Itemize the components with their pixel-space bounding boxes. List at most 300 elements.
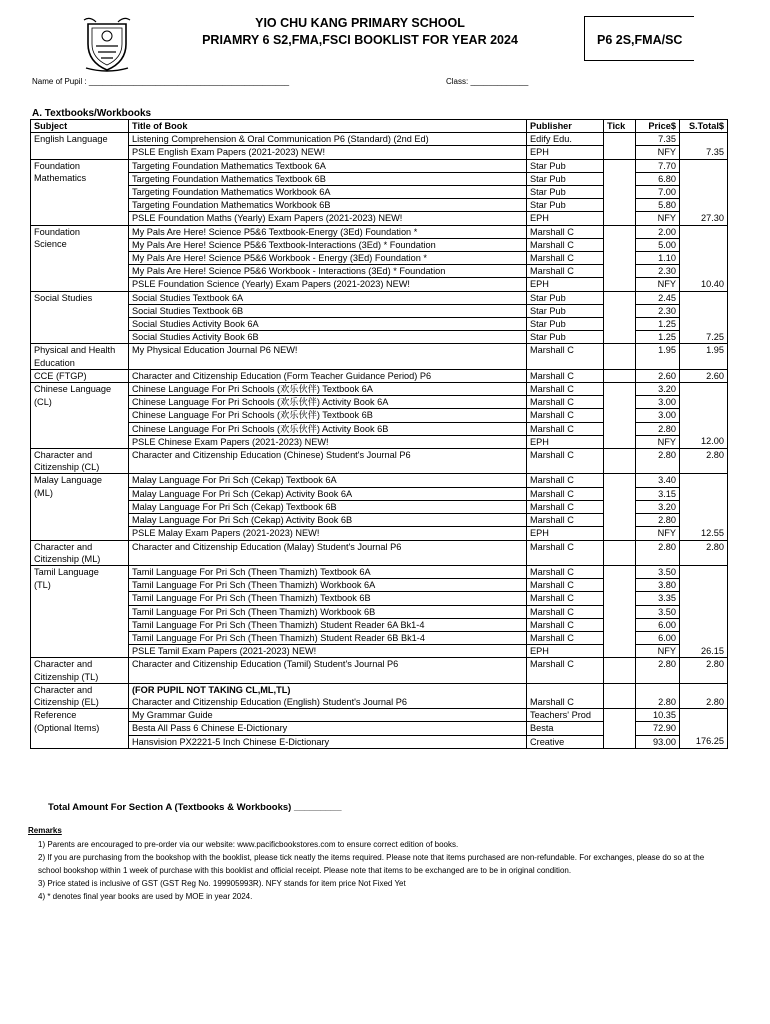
publisher-cell: Star Pub — [527, 186, 604, 199]
price-cell: 2.45 — [636, 291, 680, 304]
tick-cell[interactable] — [604, 265, 636, 278]
price-cell: 2.80 — [636, 683, 680, 708]
table-row — [31, 159, 728, 172]
subtotal-cell — [680, 422, 728, 435]
table-row — [31, 304, 728, 317]
subtotal-cell: 2.80 — [680, 658, 728, 683]
tick-cell[interactable] — [604, 540, 636, 565]
subtotal-cell — [680, 199, 728, 212]
publisher-cell: Star Pub — [527, 331, 604, 344]
table-row — [31, 331, 728, 344]
title-cell: Targeting Foundation Mathematics Workbook 6B — [129, 199, 527, 212]
table-row — [31, 500, 728, 513]
table-row — [31, 605, 728, 618]
subject-cell: (Optional Items) — [31, 722, 129, 735]
title-cell: PSLE Chinese Exam Papers (2021-2023) NEW! — [129, 435, 527, 448]
price-cell: 7.70 — [636, 159, 680, 172]
publisher-cell: Marshall C — [527, 592, 604, 605]
school-name: YIO CHU KANG PRIMARY SCHOOL — [255, 16, 465, 30]
tick-cell[interactable] — [604, 133, 636, 146]
subject-cell: Character and Citizenship (TL) — [31, 658, 129, 683]
table-row — [31, 592, 728, 605]
title-cell: PSLE Tamil Exam Papers (2021-2023) NEW! — [129, 645, 527, 658]
subject-cell: Foundation — [31, 159, 129, 172]
table-row — [31, 186, 728, 199]
title-cell: My Pals Are Here! Science P5&6 Textbook-Energy (3Ed) Foundation * — [129, 225, 527, 238]
tick-cell[interactable] — [604, 383, 636, 396]
tick-cell[interactable] — [604, 212, 636, 225]
publisher-cell: Marshall C — [527, 344, 604, 369]
title-cell: Hansvision PX2221-5 Inch Chinese E-Dictionary — [129, 735, 527, 748]
subject-cell — [31, 618, 129, 631]
publisher-cell: Marshall C — [527, 474, 604, 487]
subtotal-cell — [680, 159, 728, 172]
subtotal-cell: 2.80 — [680, 683, 728, 708]
table-row — [31, 344, 728, 369]
tick-cell[interactable] — [604, 722, 636, 735]
pupil-name-field: Name of Pupil : _____________________________________________ — [32, 77, 290, 86]
subtotal-cell: 2.80 — [680, 540, 728, 565]
subtotal-cell — [680, 172, 728, 185]
subject-cell: Chinese Language — [31, 383, 129, 396]
price-cell: NFY — [636, 645, 680, 658]
subject-cell — [31, 278, 129, 291]
price-cell: 3.50 — [636, 565, 680, 578]
subject-cell: Tamil Language — [31, 565, 129, 578]
title-cell: Character and Citizenship Education (Tamil) Student's Journal P6 — [129, 658, 527, 683]
title-cell: PSLE English Exam Papers (2021-2023) NEW! — [129, 146, 527, 159]
tick-cell[interactable] — [604, 369, 636, 382]
price-cell: 3.40 — [636, 474, 680, 487]
tick-cell[interactable] — [604, 252, 636, 265]
subtotal-cell: 7.25 — [680, 331, 728, 344]
price-cell: NFY — [636, 278, 680, 291]
subject-cell: (TL) — [31, 579, 129, 592]
tick-cell[interactable] — [604, 735, 636, 748]
subject-cell: English Language — [31, 133, 129, 146]
tick-cell[interactable] — [604, 618, 636, 631]
price-cell: 2.60 — [636, 369, 680, 382]
subtotal-cell — [680, 605, 728, 618]
publisher-cell: Marshall C — [527, 449, 604, 474]
subtotal-cell — [680, 514, 728, 527]
remark-2: 2) If you are purchasing from the bookshop with the booklist, please tick neatly the items required. Please note that items purchased are non-refundable. For exchanges, please do so at the school bookshop within 1 week of purchase with this booklist and official receipt. Please note that items to be exchanged are to be in original condition. — [38, 853, 705, 875]
publisher-cell: EPH — [527, 435, 604, 448]
publisher-cell: EPH — [527, 527, 604, 540]
title-cell: Malay Language For Pri Sch (Cekap) Textbook 6B — [129, 500, 527, 513]
subject-cell — [31, 252, 129, 265]
table-row — [31, 709, 728, 722]
subject-cell — [31, 605, 129, 618]
tick-cell[interactable] — [604, 422, 636, 435]
table-row — [31, 369, 728, 382]
price-cell: 1.25 — [636, 318, 680, 331]
price-cell: 6.00 — [636, 618, 680, 631]
subject-cell: Social Studies — [31, 291, 129, 304]
remark-4: 4) * denotes final year books are used by MOE in year 2024. — [38, 892, 253, 901]
header-title: Title of Book — [129, 120, 527, 133]
section-a-total: Total Amount For Section A (Textbooks & Workbooks) _________ — [48, 802, 342, 813]
publisher-cell: Star Pub — [527, 318, 604, 331]
title-cell: Tamil Language For Pri Sch (Theen Thamizh) Workbook 6B — [129, 605, 527, 618]
title-cell: PSLE Foundation Maths (Yearly) Exam Papers (2021-2023) NEW! — [129, 212, 527, 225]
subject-cell: Character and Citizenship (EL) — [31, 683, 129, 708]
price-cell: NFY — [636, 527, 680, 540]
publisher-cell: Marshall C — [527, 369, 604, 382]
table-row — [31, 212, 728, 225]
subtotal-cell: 2.80 — [680, 449, 728, 474]
table-row — [31, 631, 728, 644]
tick-cell[interactable] — [604, 225, 636, 238]
subtotal-cell — [680, 383, 728, 396]
table-row — [31, 396, 728, 409]
tick-cell[interactable] — [604, 331, 636, 344]
subtotal-cell: 10.40 — [680, 278, 728, 291]
title-cell: (FOR PUPIL NOT TAKING CL,ML,TL) Character and Citizenship Education (English) Student's Journal P6 — [129, 683, 527, 708]
title-cell: My Grammar Guide — [129, 709, 527, 722]
subtotal-cell — [680, 396, 728, 409]
title-cell: Malay Language For Pri Sch (Cekap) Textbook 6A — [129, 474, 527, 487]
table-row — [31, 514, 728, 527]
header-publisher: Publisher — [527, 120, 604, 133]
subtotal-cell — [680, 474, 728, 487]
subtotal-cell: 12.55 — [680, 527, 728, 540]
title-cell: Chinese Language For Pri Schools (欢乐伙伴) Textbook 6B — [129, 409, 527, 422]
tick-cell[interactable] — [604, 514, 636, 527]
table-row — [31, 658, 728, 683]
table-row — [31, 474, 728, 487]
title-cell: Listening Comprehension & Oral Communication P6 (Standard) (2nd Ed) — [129, 133, 527, 146]
price-cell: NFY — [636, 146, 680, 159]
publisher-cell: Star Pub — [527, 172, 604, 185]
price-cell: 7.00 — [636, 186, 680, 199]
table-row — [31, 540, 728, 565]
publisher-cell: Marshall C — [527, 514, 604, 527]
publisher-cell: Edify Edu. — [527, 133, 604, 146]
publisher-cell: Star Pub — [527, 159, 604, 172]
subtotal-cell — [680, 409, 728, 422]
price-cell: 6.80 — [636, 172, 680, 185]
section-a-title: A. Textbooks/Workbooks — [32, 108, 152, 119]
subtotal-cell — [680, 238, 728, 251]
subject-cell — [31, 318, 129, 331]
table-row — [31, 265, 728, 278]
table-row — [31, 291, 728, 304]
price-cell: 2.80 — [636, 540, 680, 565]
subject-cell: Reference — [31, 709, 129, 722]
publisher-cell: Marshall C — [527, 487, 604, 500]
subject-cell: (CL) — [31, 396, 129, 409]
title-cell: My Pals Are Here! Science P5&6 Textbook-Interactions (3Ed) * Foundation — [129, 238, 527, 251]
header-price: Price$ — [636, 120, 680, 133]
price-cell: 3.20 — [636, 383, 680, 396]
subject-cell: Foundation — [31, 225, 129, 238]
table-row — [31, 225, 728, 238]
subtotal-cell — [680, 565, 728, 578]
subtotal-cell — [680, 318, 728, 331]
subject-cell — [31, 735, 129, 748]
subtotal-cell — [680, 225, 728, 238]
publisher-cell: Star Pub — [527, 291, 604, 304]
subtotal-cell: 1.95 — [680, 344, 728, 369]
publisher-cell: EPH — [527, 278, 604, 291]
title-cell: PSLE Foundation Science (Yearly) Exam Papers (2021-2023) NEW! — [129, 278, 527, 291]
tick-cell[interactable] — [604, 435, 636, 448]
publisher-cell: Marshall C — [527, 396, 604, 409]
publisher-cell: Marshall C — [527, 252, 604, 265]
tick-cell[interactable] — [604, 159, 636, 172]
publisher-cell: Marshall C — [527, 579, 604, 592]
title-cell: Targeting Foundation Mathematics Workbook 6A — [129, 186, 527, 199]
tick-cell[interactable] — [604, 291, 636, 304]
subject-cell — [31, 146, 129, 159]
subtotal-cell — [680, 304, 728, 317]
publisher-cell: Marshall C — [527, 540, 604, 565]
table-row — [31, 199, 728, 212]
subject-cell — [31, 631, 129, 644]
title-cell: Social Studies Activity Book 6B — [129, 331, 527, 344]
price-cell: 1.25 — [636, 331, 680, 344]
subtotal-cell: 176.25 — [680, 735, 728, 748]
subject-cell — [31, 422, 129, 435]
title-cell: Tamil Language For Pri Sch (Theen Thamizh) Workbook 6A — [129, 579, 527, 592]
table-row — [31, 278, 728, 291]
tick-cell[interactable] — [604, 278, 636, 291]
tick-cell[interactable] — [604, 304, 636, 317]
publisher-cell: Creative — [527, 735, 604, 748]
title-cell: Besta All Pass 6 Chinese E-Dictionary — [129, 722, 527, 735]
subtotal-cell — [680, 500, 728, 513]
publisher-cell: Marshall C — [527, 238, 604, 251]
class-field: Class: _____________ — [446, 77, 529, 86]
title-cell: PSLE Malay Exam Papers (2021-2023) NEW! — [129, 527, 527, 540]
table-row — [31, 735, 728, 748]
tick-cell[interactable] — [604, 658, 636, 683]
publisher-cell: Teachers' Prod — [527, 709, 604, 722]
price-cell: 2.80 — [636, 514, 680, 527]
subtotal-cell — [680, 252, 728, 265]
table-row — [31, 565, 728, 578]
publisher-cell: Marshall C — [527, 565, 604, 578]
price-cell: 1.10 — [636, 252, 680, 265]
price-cell: 2.00 — [636, 225, 680, 238]
tick-cell[interactable] — [604, 592, 636, 605]
booklist-title: PRIAMRY 6 S2,FMA,FSCI BOOKLIST FOR YEAR 2024 — [202, 33, 518, 47]
publisher-cell: Marshall C — [527, 618, 604, 631]
price-cell: 3.80 — [636, 579, 680, 592]
price-cell: 3.35 — [636, 592, 680, 605]
subject-cell — [31, 212, 129, 225]
tick-cell[interactable] — [604, 172, 636, 185]
tick-cell[interactable] — [604, 396, 636, 409]
tick-cell[interactable] — [604, 409, 636, 422]
title-cell: Character and Citizenship Education (Form Teacher Guidance Period) P6 — [129, 369, 527, 382]
subject-cell: Malay Language — [31, 474, 129, 487]
subject-cell — [31, 592, 129, 605]
title-cell: Tamil Language For Pri Sch (Theen Thamizh) Student Reader 6B Bk1-4 — [129, 631, 527, 644]
tick-cell[interactable] — [604, 449, 636, 474]
subject-cell: (ML) — [31, 487, 129, 500]
title-cell: Character and Citizenship Education (Malay) Student's Journal P6 — [129, 540, 527, 565]
publisher-cell: Marshall C — [527, 683, 604, 708]
price-cell: 6.00 — [636, 631, 680, 644]
publisher-cell: Marshall C — [527, 500, 604, 513]
subtotal-cell — [680, 487, 728, 500]
table-row — [31, 146, 728, 159]
tick-cell[interactable] — [604, 645, 636, 658]
publisher-cell: Marshall C — [527, 422, 604, 435]
booklist-table — [30, 119, 728, 749]
table-row — [31, 435, 728, 448]
price-cell: 3.00 — [636, 396, 680, 409]
subtotal-cell: 12.00 — [680, 435, 728, 448]
price-cell: 3.20 — [636, 500, 680, 513]
tick-cell[interactable] — [604, 709, 636, 722]
table-row — [31, 133, 728, 146]
subtotal-cell — [680, 186, 728, 199]
title-cell: Malay Language For Pri Sch (Cekap) Activity Book 6B — [129, 514, 527, 527]
subject-cell: Mathematics — [31, 172, 129, 185]
table-row — [31, 409, 728, 422]
table-row — [31, 683, 728, 708]
price-cell: 2.80 — [636, 449, 680, 474]
subject-cell: Science — [31, 238, 129, 251]
table-row — [31, 383, 728, 396]
header-tick: Tick — [604, 120, 636, 133]
table-row — [31, 579, 728, 592]
tick-cell[interactable] — [604, 565, 636, 578]
subtotal-cell — [680, 291, 728, 304]
table-header — [31, 120, 728, 133]
title-cell: Targeting Foundation Mathematics Textbook 6A — [129, 159, 527, 172]
price-cell: 5.00 — [636, 238, 680, 251]
subject-cell — [31, 331, 129, 344]
subject-cell — [31, 199, 129, 212]
table-row — [31, 422, 728, 435]
title-cell: Malay Language For Pri Sch (Cekap) Activity Book 6A — [129, 487, 527, 500]
remark-1: 1) Parents are encouraged to pre-order via our website: www.pacificbookstores.com to ensure correct edition of books. — [38, 840, 459, 849]
publisher-cell: EPH — [527, 645, 604, 658]
title-cell: My Pals Are Here! Science P5&6 Workbook - Energy (3Ed) Foundation * — [129, 252, 527, 265]
price-cell: 2.30 — [636, 304, 680, 317]
tick-cell[interactable] — [604, 238, 636, 251]
table-row — [31, 722, 728, 735]
header-subject: Subject — [31, 120, 129, 133]
remarks — [28, 826, 718, 903]
publisher-cell: Besta — [527, 722, 604, 735]
subtotal-cell: 2.60 — [680, 369, 728, 382]
subject-cell — [31, 500, 129, 513]
tick-cell[interactable] — [604, 344, 636, 369]
publisher-cell: Marshall C — [527, 265, 604, 278]
title-cell: Tamil Language For Pri Sch (Theen Thamizh) Textbook 6B — [129, 592, 527, 605]
price-cell: 1.95 — [636, 344, 680, 369]
publisher-cell: EPH — [527, 212, 604, 225]
tick-cell[interactable] — [604, 605, 636, 618]
title-cell: Chinese Language For Pri Schools (欢乐伙伴) Activity Book 6B — [129, 422, 527, 435]
publisher-cell: Marshall C — [527, 409, 604, 422]
table-row — [31, 172, 728, 185]
table-row — [31, 487, 728, 500]
table-row — [31, 318, 728, 331]
price-cell: NFY — [636, 212, 680, 225]
subject-cell — [31, 186, 129, 199]
subject-cell: Character and Citizenship (CL) — [31, 449, 129, 474]
subtotal-cell: 7.35 — [680, 146, 728, 159]
price-cell: 93.00 — [636, 735, 680, 748]
subtotal-cell: 26.15 — [680, 645, 728, 658]
title-cell: Social Studies Activity Book 6A — [129, 318, 527, 331]
publisher-cell: EPH — [527, 146, 604, 159]
subject-cell — [31, 265, 129, 278]
tick-cell[interactable] — [604, 199, 636, 212]
subject-cell — [31, 527, 129, 540]
publisher-cell: Marshall C — [527, 658, 604, 683]
table-row — [31, 238, 728, 251]
title-cell: Social Studies Textbook 6B — [129, 304, 527, 317]
tick-cell[interactable] — [604, 487, 636, 500]
school-crest-icon — [82, 14, 132, 72]
subject-cell — [31, 514, 129, 527]
tick-cell[interactable] — [604, 631, 636, 644]
title-cell: Chinese Language For Pri Schools (欢乐伙伴) Activity Book 6A — [129, 396, 527, 409]
tick-cell[interactable] — [604, 683, 636, 708]
subtotal-cell: 27.30 — [680, 212, 728, 225]
subject-cell: CCE (FTGP) — [31, 369, 129, 382]
tick-cell[interactable] — [604, 579, 636, 592]
title-cell: Tamil Language For Pri Sch (Theen Thamizh) Textbook 6A — [129, 565, 527, 578]
subject-cell — [31, 435, 129, 448]
price-cell: 3.00 — [636, 409, 680, 422]
title-cell: Character and Citizenship Education (Chinese) Student's Journal P6 — [129, 449, 527, 474]
price-cell: 2.30 — [636, 265, 680, 278]
title-cell: Tamil Language For Pri Sch (Theen Thamizh) Student Reader 6A Bk1-4 — [129, 618, 527, 631]
price-cell: 10.35 — [636, 709, 680, 722]
tick-cell[interactable] — [604, 186, 636, 199]
publisher-cell: Marshall C — [527, 605, 604, 618]
tick-cell[interactable] — [604, 318, 636, 331]
title-cell: Chinese Language For Pri Schools (欢乐伙伴) Textbook 6A — [129, 383, 527, 396]
subject-cell — [31, 645, 129, 658]
price-cell: 2.80 — [636, 658, 680, 683]
title-cell: Targeting Foundation Mathematics Textbook 6B — [129, 172, 527, 185]
tick-cell[interactable] — [604, 527, 636, 540]
subtotal-cell — [680, 592, 728, 605]
price-cell: 2.80 — [636, 422, 680, 435]
price-cell: 5.80 — [636, 199, 680, 212]
subject-cell: Character and Citizenship (ML) — [31, 540, 129, 565]
price-cell: 3.50 — [636, 605, 680, 618]
subject-cell — [31, 304, 129, 317]
price-cell: NFY — [636, 435, 680, 448]
table-row — [31, 527, 728, 540]
subtotal-cell — [680, 722, 728, 735]
price-cell: 3.15 — [636, 487, 680, 500]
tick-cell[interactable] — [604, 146, 636, 159]
publisher-cell: Star Pub — [527, 304, 604, 317]
table-row — [31, 618, 728, 631]
header-subtotal: S.Total$ — [680, 120, 728, 133]
subtotal-cell — [680, 579, 728, 592]
publisher-cell: Marshall C — [527, 225, 604, 238]
price-cell: 7.35 — [636, 133, 680, 146]
remark-3: 3) Price stated is inclusive of GST (GST Reg No. 199905993R). NFY stands for item price Not Fixed Yet — [38, 879, 406, 888]
tick-cell[interactable] — [604, 474, 636, 487]
title-cell: My Physical Education Journal P6 NEW! — [129, 344, 527, 369]
remarks-title: Remarks — [28, 826, 62, 835]
tick-cell[interactable] — [604, 500, 636, 513]
publisher-cell: Star Pub — [527, 199, 604, 212]
